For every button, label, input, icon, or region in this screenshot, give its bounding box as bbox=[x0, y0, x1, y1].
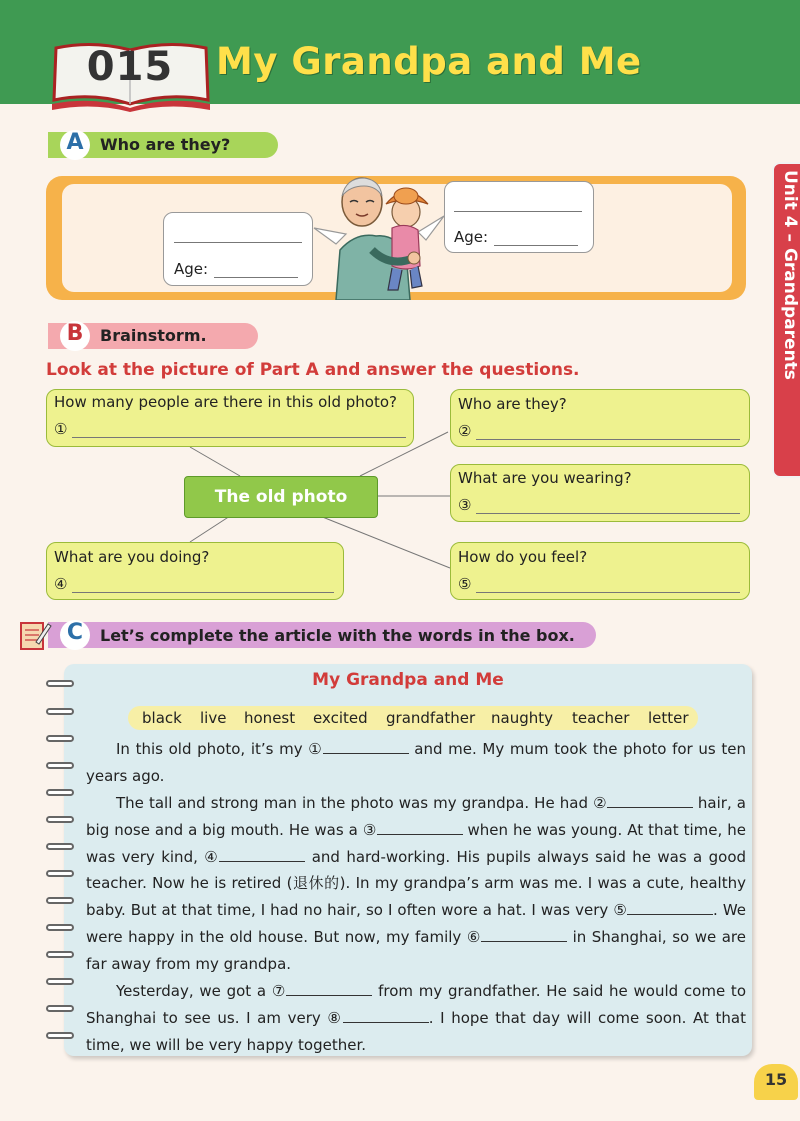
word-bank-item: naughty bbox=[491, 709, 553, 727]
question-3-num: ③ bbox=[458, 496, 472, 514]
p1-text-a: In this old photo, it’s my ① bbox=[116, 740, 323, 758]
binder-ring bbox=[46, 870, 74, 877]
question-5-num: ⑤ bbox=[458, 575, 472, 593]
binder-ring bbox=[46, 978, 74, 985]
article-paragraph-2 bbox=[86, 790, 746, 978]
blank-3[interactable] bbox=[377, 820, 463, 835]
question-3-text: What are you wearing? bbox=[458, 469, 632, 487]
answer-line-2[interactable] bbox=[476, 439, 740, 440]
section-a-title: Who are they? bbox=[100, 135, 231, 154]
binder-ring bbox=[46, 816, 74, 823]
answer-line-1[interactable] bbox=[72, 437, 406, 438]
unit-side-tab-label: Unit 4 – Grandparents bbox=[780, 170, 800, 380]
question-1-num: ① bbox=[54, 420, 68, 438]
word-bank-item: excited bbox=[313, 709, 368, 727]
blank-7[interactable] bbox=[286, 981, 372, 996]
binder-ring bbox=[46, 1005, 74, 1012]
mindmap-center: The old photo bbox=[184, 476, 378, 518]
p2-text-c: when he was young. At that time, he was very kind, ④ bbox=[86, 820, 746, 866]
p2-text-f: in Shanghai, so we are far away from my grandpa. bbox=[86, 927, 746, 973]
article-paragraph-1 bbox=[86, 736, 746, 790]
blank-6[interactable] bbox=[481, 927, 567, 942]
p2-text-d: and hard-working. His pupils always said he was a good teacher. Now he is retired (退休的). In my grandpa’s arm was me. I was a cute, healthy baby. But at that time, I had no hair, so I often wore a hat. I was very ⑤ bbox=[86, 847, 747, 920]
word-bank-item: black bbox=[142, 709, 182, 727]
binder-ring bbox=[46, 897, 74, 904]
binder-ring bbox=[46, 951, 74, 958]
left-age-label: Age: bbox=[174, 260, 209, 278]
blank-1[interactable] bbox=[323, 739, 409, 754]
blank-4[interactable] bbox=[219, 847, 305, 862]
page-title: My Grandpa and Me bbox=[216, 40, 642, 83]
question-2-num: ② bbox=[458, 422, 472, 440]
word-bank-item: grandfather bbox=[386, 709, 476, 727]
p3-text-a: Yesterday, we got a ⑦ bbox=[116, 982, 287, 1000]
binder-ring bbox=[46, 924, 74, 931]
binder-ring bbox=[46, 1032, 74, 1039]
section-a-letter: A bbox=[60, 130, 90, 160]
article-paragraph-3 bbox=[86, 978, 746, 1058]
section-c-letter: C bbox=[60, 620, 90, 650]
binder-ring bbox=[46, 762, 74, 769]
binder-ring bbox=[46, 735, 74, 742]
p2-text-b: hair, a big nose and a big mouth. He was a ③ bbox=[86, 794, 746, 839]
p2-text-e: . We were happy in the old house. But now, my family ⑥ bbox=[86, 901, 747, 946]
section-b-title: Brainstorm. bbox=[100, 326, 207, 345]
question-5-text: How do you feel? bbox=[458, 548, 588, 566]
right-age-label: Age: bbox=[454, 228, 489, 246]
writing-notebook-icon bbox=[18, 618, 52, 652]
answer-line-5[interactable] bbox=[476, 592, 740, 593]
blank-2[interactable] bbox=[607, 793, 693, 808]
word-bank-item: honest bbox=[244, 709, 296, 727]
p3-text-c: . I hope that day will come soon. At that time, we will be very happy together. bbox=[86, 1008, 746, 1054]
page-number: 15 bbox=[764, 1070, 788, 1089]
section-b-instruction: Look at the picture of Part A and answer the questions. bbox=[46, 360, 580, 380]
section-b-letter: B bbox=[60, 321, 90, 351]
question-2-text: Who are they? bbox=[458, 395, 567, 413]
section-c-title: Let’s complete the article with the words in the box. bbox=[100, 626, 575, 645]
binder-ring bbox=[46, 708, 74, 715]
answer-line-3[interactable] bbox=[476, 513, 740, 514]
p2-text-a: The tall and strong man in the photo was my grandpa. He had ② bbox=[116, 794, 607, 812]
article-title: My Grandpa and Me bbox=[312, 670, 504, 690]
blank-5[interactable] bbox=[627, 900, 713, 915]
p3-text-b: from my grandfather. He said he would come to Shanghai to see us. I am very ⑧ bbox=[86, 982, 746, 1027]
question-4-num: ④ bbox=[54, 575, 68, 593]
word-bank-item: letter bbox=[648, 709, 689, 727]
question-4-text: What are you doing? bbox=[54, 548, 210, 566]
binder-ring bbox=[46, 843, 74, 850]
question-1-text: How many people are there in this old photo? bbox=[54, 393, 397, 411]
word-bank-item: teacher bbox=[572, 709, 630, 727]
lesson-number: 015 bbox=[86, 44, 174, 90]
binder-ring bbox=[46, 789, 74, 796]
answer-line-4[interactable] bbox=[72, 592, 334, 593]
blank-8[interactable] bbox=[343, 1008, 429, 1023]
p1-text-b: and me. My mum took the photo for us ten years ago. bbox=[86, 740, 746, 785]
word-bank-item: live bbox=[200, 709, 227, 727]
